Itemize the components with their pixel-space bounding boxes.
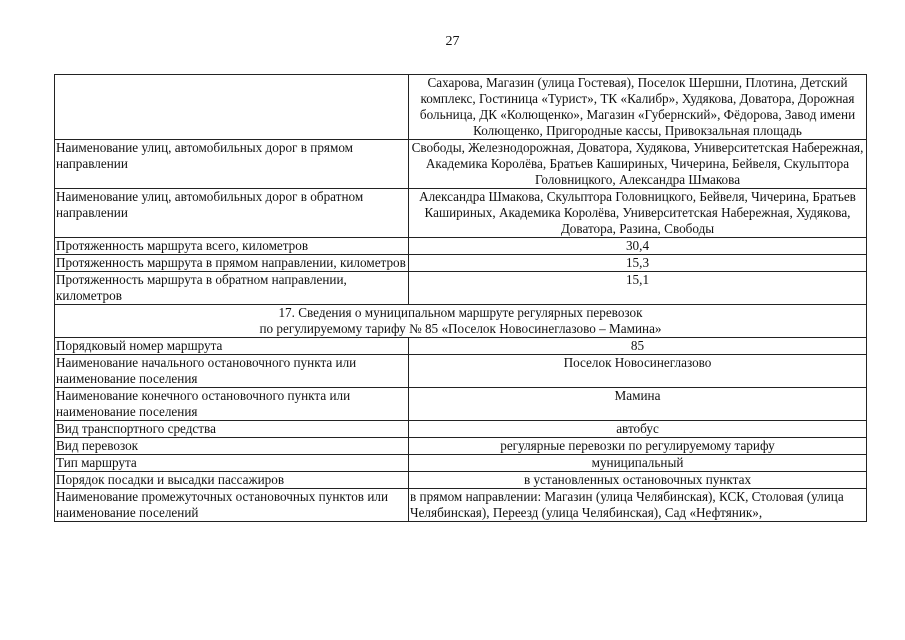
row-label: Порядок посадки и высадки пассажиров [55,472,409,489]
table-row [55,455,867,472]
table-row [55,238,867,255]
row-label: Наименование начального остановочного пункта или наименование поселения [55,355,409,388]
table-row [55,489,867,522]
row-label: Наименование конечного остановочного пункта или наименование поселения [55,388,409,421]
table-row [55,189,867,238]
row-label: Протяженность маршрута всего, километров [55,238,409,255]
vehicle-type-value: автобус [409,421,867,438]
row-label: Вид транспортного средства [55,421,409,438]
row-label: Тип маршрута [55,455,409,472]
route-table [54,74,867,522]
table-row [55,338,867,355]
table-row [55,255,867,272]
table-row [55,472,867,489]
page-number: 27 [445,34,460,49]
start-stop-value: Поселок Новосинеглазово [409,355,867,388]
table-row [55,75,867,140]
section-heading-line-2: по регулируемому тарифу № 85 «Поселок Новосинеглазово – Мамина» [259,321,662,336]
intermediate-stops-value: в прямом направлении: Магазин (улица Челябинская), КСК, Столовая (улица Челябинская), Переезд (улица Челябинская), Сад «Нефтяник», [409,489,867,522]
intermediate-stops-continued: Сахарова, Магазин (улица Гостевая), Поселок Шершни, Плотина, Детский комплекс, Гостиница «Турист», ТК «Калибр», Худякова, Доватора, Дорожная больница, ДК «Колющенко», Магазин «Губернский», Фёдорова, Завод имени Колющенко, Пригородные кассы, Привокзальная площадь [409,75,867,140]
forward-length-value: 15,3 [409,255,867,272]
route-number-value: 85 [409,338,867,355]
table-row [55,438,867,455]
table-row [55,140,867,189]
end-stop-value: Мамина [409,388,867,421]
row-label: Наименование промежуточных остановочных пунктов или наименование поселений [55,489,409,522]
boarding-order-value: в установленных остановочных пунктах [409,472,867,489]
table-row [55,272,867,305]
table-row [55,421,867,438]
total-length-value: 30,4 [409,238,867,255]
row-label: Вид перевозок [55,438,409,455]
route-type-value: муниципальный [409,455,867,472]
row-label [55,75,409,140]
section-heading-line-1: 17. Сведения о муниципальном маршруте регулярных перевозок [278,305,643,320]
row-label: Протяженность маршрута в обратном направлении, километров [55,272,409,305]
table-row [55,388,867,421]
section-heading [55,305,867,338]
reverse-streets-value: Александра Шмакова, Скульптора Головницкого, Бейвеля, Чичерина, Братьев Кашириных, Академика Королёва, Университетская Набережная, Худякова, Доватора, Разина, Свободы [409,189,867,238]
row-label: Наименование улиц, автомобильных дорог в обратном направлении [55,189,409,238]
reverse-length-value: 15,1 [409,272,867,305]
row-label: Порядковый номер маршрута [55,338,409,355]
forward-streets-value: Свободы, Железнодорожная, Доватора, Худякова, Университетская Набережная, Академика Королёва, Братьев Кашириных, Чичерина, Бейвеля, Скульптора Головницкого, Александра Шмакова [409,140,867,189]
row-label: Наименование улиц, автомобильных дорог в прямом направлении [55,140,409,189]
section-heading-row [55,305,867,338]
transport-kind-value: регулярные перевозки по регулируемому тарифу [409,438,867,455]
table-row [55,355,867,388]
row-label: Протяженность маршрута в прямом направлении, километров [55,255,409,272]
